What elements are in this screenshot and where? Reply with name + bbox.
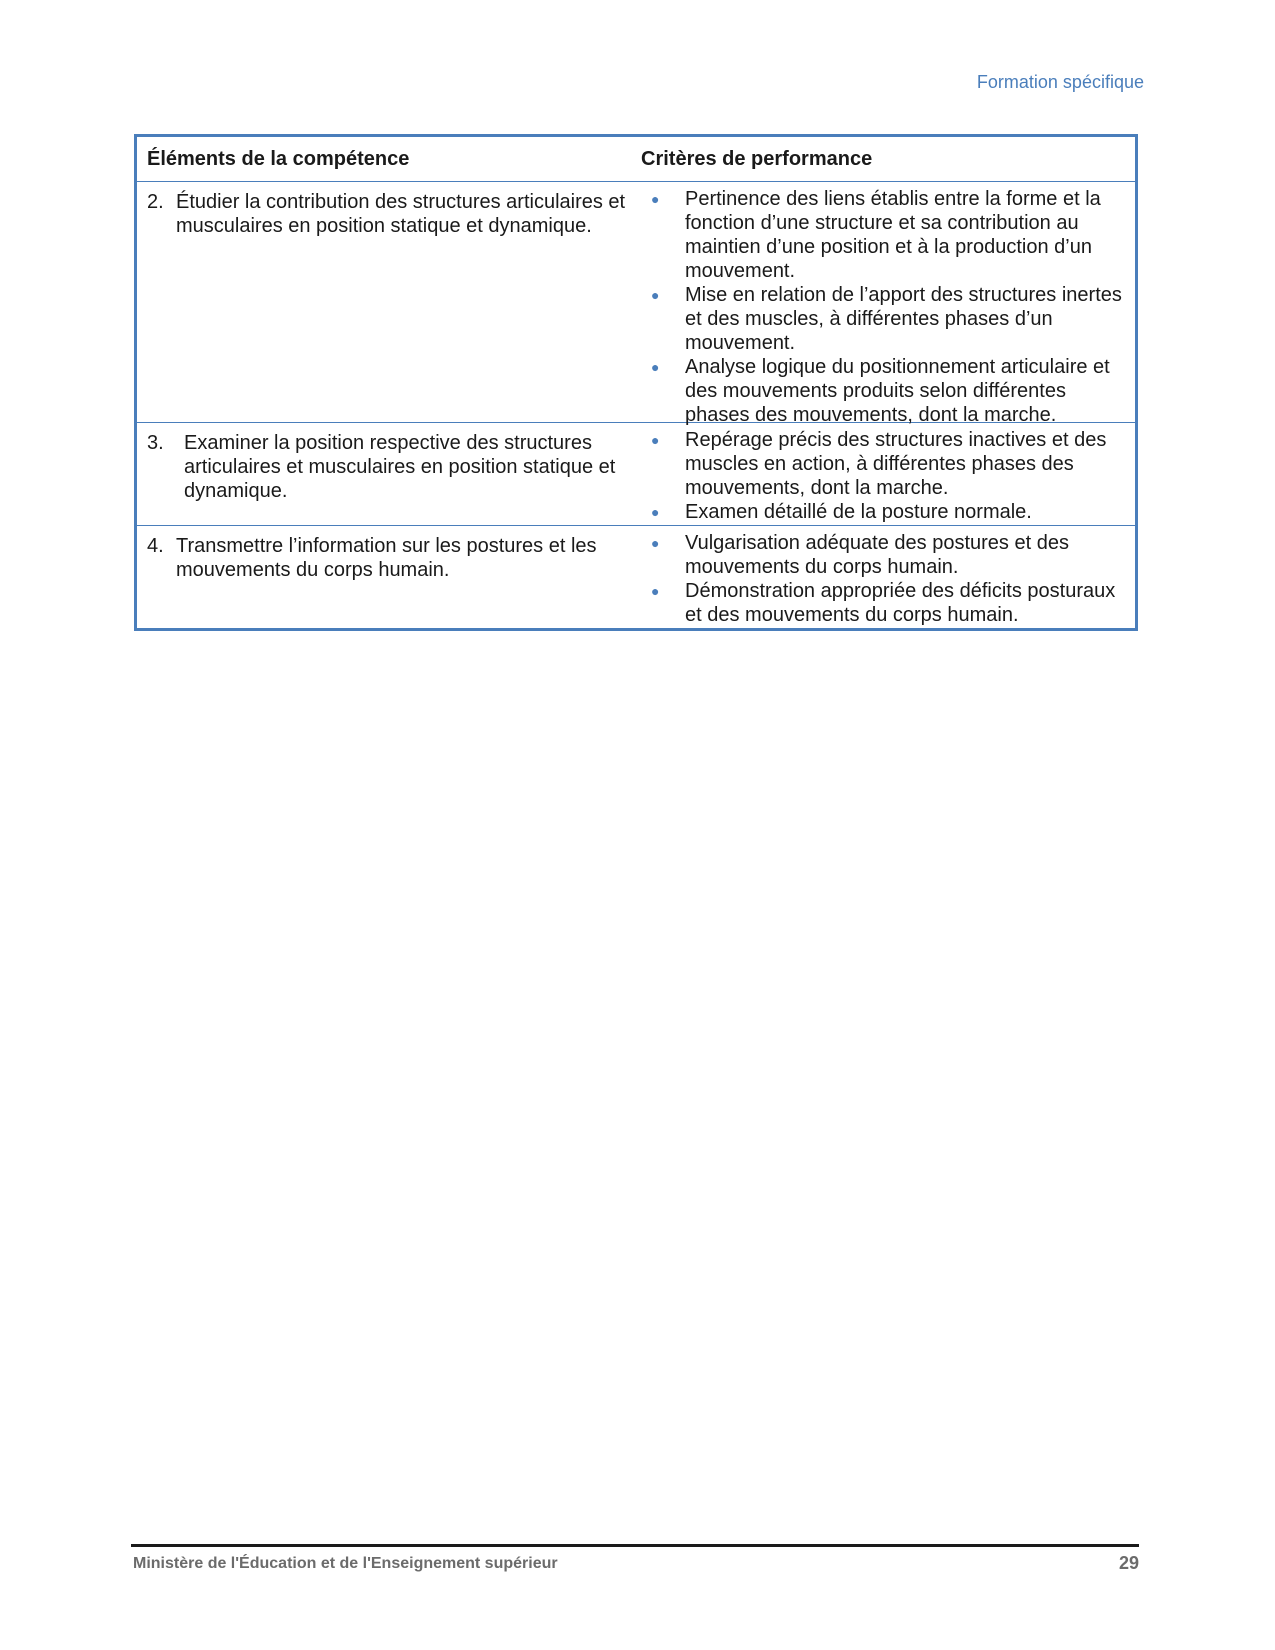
criteria-cell (637, 182, 1135, 426)
footer-divider (131, 1544, 1139, 1547)
criteria-list (647, 187, 1125, 427)
running-header-title: Formation spécifique (976, 72, 1144, 92)
column-header-elements: Éléments de la compétence (147, 148, 410, 170)
criteria-list (647, 428, 1125, 524)
table-row (137, 422, 1135, 525)
criteria-cell (637, 526, 1135, 628)
table-row (137, 181, 1135, 426)
page-number: 29 (1118, 1553, 1139, 1573)
bullet-icon: ● (651, 287, 660, 303)
table-header-row (137, 137, 1135, 181)
bullet-icon: ● (651, 504, 660, 520)
criteria-text: Démonstration appropriée des déficits posturaux et des mouvements du corps humain. (685, 580, 1116, 626)
element-cell (137, 182, 637, 422)
footer-ministry: Ministère de l'Éducation et de l'Enseignement supérieur (133, 1555, 558, 1572)
criteria-item (651, 579, 1125, 627)
element-cell (137, 423, 637, 525)
element-text: Étudier la contribution des structures articulaires et musculaires en position statique et dynamique. (176, 191, 626, 237)
criteria-item (651, 531, 1125, 579)
criteria-text: Vulgarisation adéquate des postures et des mouvements du corps humain. (685, 532, 1069, 578)
competency-element (147, 531, 627, 582)
criteria-list (647, 531, 1125, 627)
criteria-item (651, 428, 1125, 500)
element-number: 3. (147, 432, 164, 454)
bullet-icon: ● (651, 432, 660, 448)
criteria-item (651, 187, 1125, 283)
criteria-item (651, 500, 1125, 524)
criteria-text: Examen détaillé de la posture normale. (685, 501, 1032, 523)
criteria-item (651, 355, 1125, 427)
criteria-text: Repérage précis des structures inactives et des muscles en action, à différentes phases des mouvements, dont la marche. (685, 429, 1107, 499)
element-cell (137, 526, 637, 628)
criteria-text: Analyse logique du positionnement articulaire et des mouvements produits selon différentes phases des mouvements, dont la marche. (685, 356, 1110, 426)
bullet-icon: ● (651, 191, 660, 207)
competency-element (147, 428, 627, 503)
bullet-icon: ● (651, 535, 660, 551)
competency-table (134, 134, 1138, 631)
criteria-cell (637, 423, 1135, 525)
element-text: Transmettre l’information sur les postures et les mouvements du corps humain. (176, 535, 597, 581)
criteria-text: Mise en relation de l’apport des structures inertes et des muscles, à différentes phases d’un mouvement. (685, 284, 1122, 354)
table-row (137, 525, 1135, 628)
competency-element (147, 187, 627, 238)
bullet-icon: ● (651, 359, 660, 375)
element-number: 2. (147, 191, 164, 213)
element-text: Examiner la position respective des structures articulaires et musculaires en position statique et dynamique. (184, 432, 616, 502)
element-number: 4. (147, 535, 164, 557)
criteria-item (651, 283, 1125, 355)
bullet-icon: ● (651, 583, 660, 599)
criteria-text: Pertinence des liens établis entre la forme et la fonction d’une structure et sa contribution au maintien d’une position et à la production d’un mouvement. (685, 188, 1101, 282)
column-header-criteria: Critères de performance (641, 148, 873, 170)
